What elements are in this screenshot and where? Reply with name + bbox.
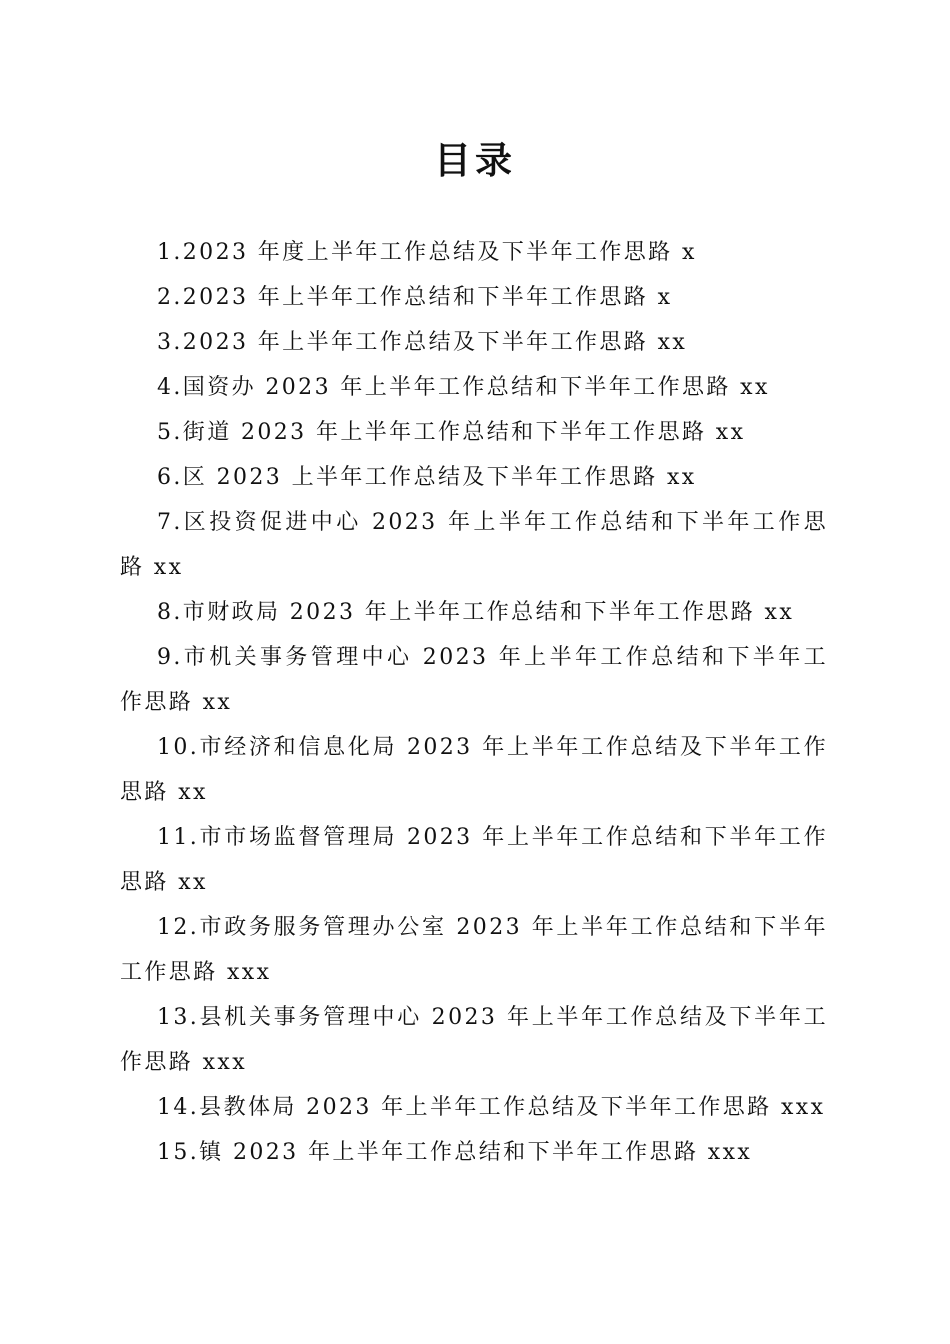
toc-item-3: 3.2023 年上半年工作总结及下半年工作思路 xx	[157, 330, 688, 355]
page-title: 目录	[434, 138, 516, 182]
table-of-contents	[120, 230, 828, 1175]
toc-item-1: 1.2023 年度上半年工作总结及下半年工作思路 x	[157, 240, 697, 265]
toc-item-4: 4.国资办 2023 年上半年工作总结和下半年工作思路 xx	[157, 375, 770, 400]
toc-item-9: 9.市机关事务管理中心 2023 年上半年工作总结和下半年工作思路 xx	[120, 645, 828, 715]
toc-item-12: 12.市政务服务管理办公室 2023 年上半年工作总结和下半年工作思路 xxx	[120, 915, 828, 985]
toc-item-6: 6.区 2023 上半年工作总结及下半年工作思路 xx	[157, 465, 697, 490]
toc-item-11: 11.市市场监督管理局 2023 年上半年工作总结和下半年工作思路 xx	[120, 825, 828, 895]
toc-item-10: 10.市经济和信息化局 2023 年上半年工作总结及下半年工作思路 xx	[120, 735, 828, 805]
toc-item-14: 14.县教体局 2023 年上半年工作总结及下半年工作思路 xxx	[157, 1095, 826, 1120]
toc-item-8: 8.市财政局 2023 年上半年工作总结和下半年工作思路 xx	[157, 600, 795, 625]
toc-item-2: 2.2023 年上半年工作总结和下半年工作思路 x	[157, 285, 673, 310]
toc-item-7: 7.区投资促进中心 2023 年上半年工作总结和下半年工作思路 xx	[120, 510, 828, 580]
toc-item-13: 13.县机关事务管理中心 2023 年上半年工作总结及下半年工作思路 xxx	[120, 1005, 828, 1075]
toc-item-5: 5.街道 2023 年上半年工作总结和下半年工作思路 xx	[157, 420, 746, 445]
toc-item-15: 15.镇 2023 年上半年工作总结和下半年工作思路 xxx	[157, 1140, 753, 1165]
